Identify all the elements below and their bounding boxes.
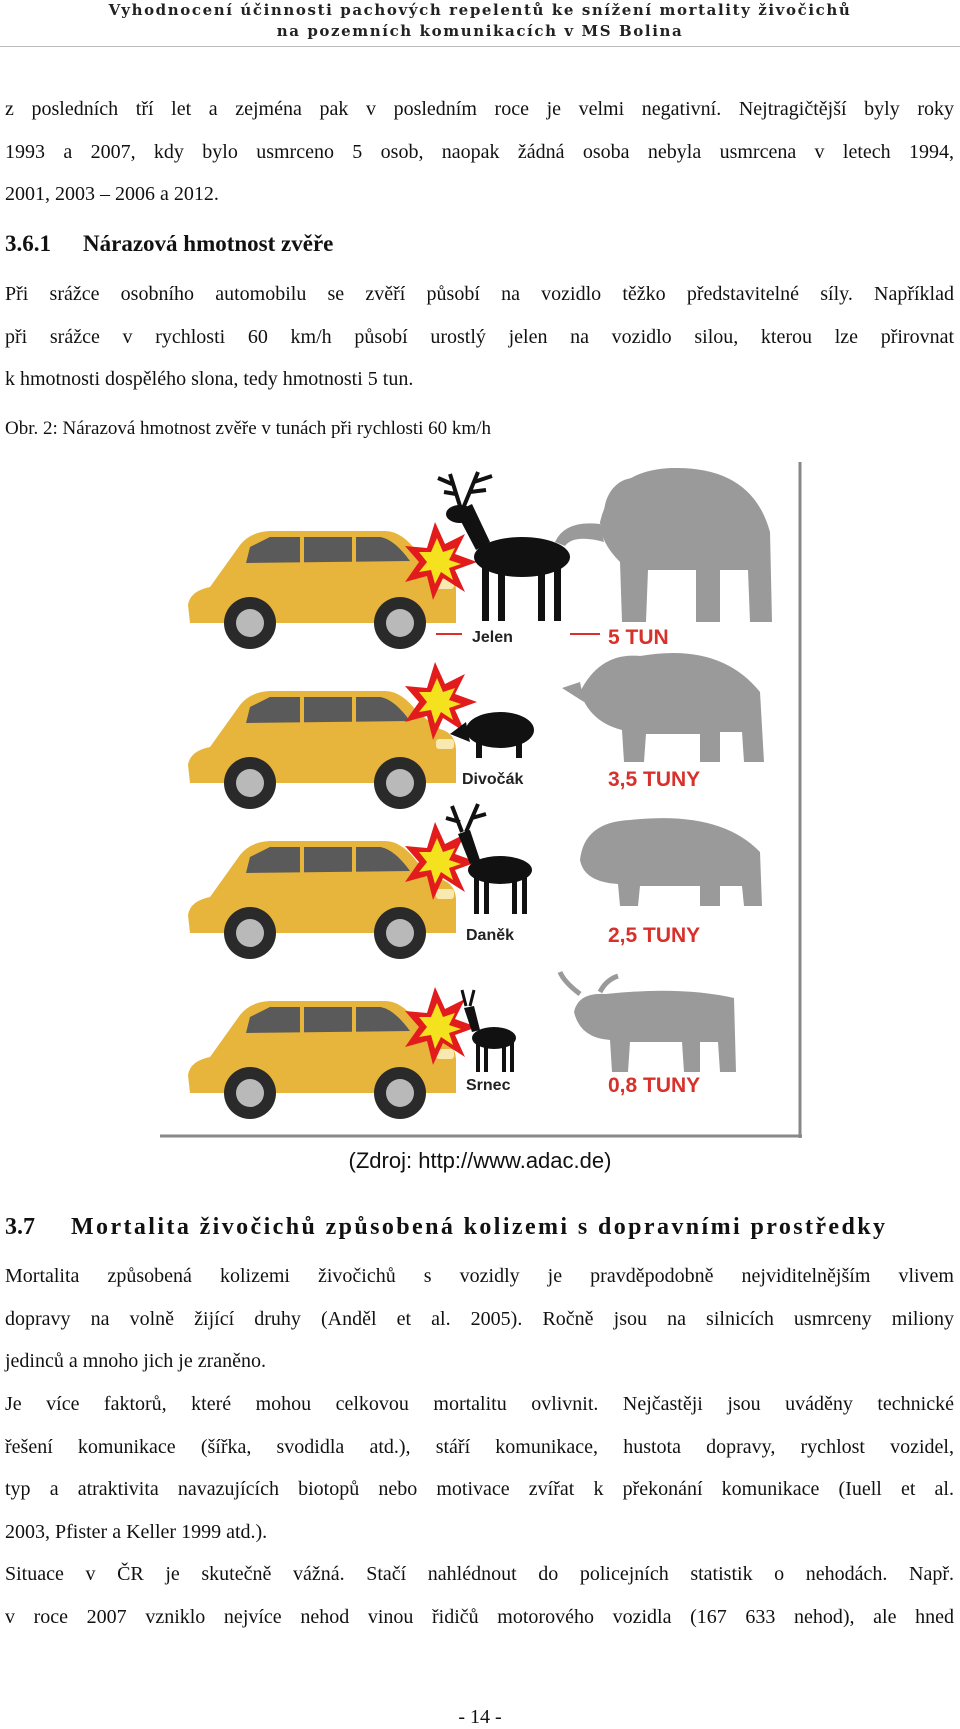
intro-paragraph: [5, 88, 954, 216]
boar-silhouette: [450, 712, 534, 758]
row-divocak: [188, 653, 764, 809]
animal-label-jelen: Jelen: [472, 629, 513, 646]
paragraph-line: 2003, Pfister a Keller 1999 atd.).: [5, 1520, 268, 1543]
section-heading-3-7: [5, 1214, 887, 1241]
figure-caption: Obr. 2: Nárazová hmotnost zvěře v tunách při rychlosti 60 km/h: [5, 418, 491, 439]
paragraph-line: k hmotnosti dospělého slona, tedy hmotnosti 5 tun.: [5, 368, 414, 390]
weight-label-danek: 2,5 TUNY: [608, 924, 701, 947]
header-rule: [0, 46, 960, 47]
animal-label-srnec: Srnec: [466, 1077, 511, 1094]
section-number: 3.7: [5, 1214, 35, 1240]
weight-label-jelen: 5 TUN: [608, 626, 669, 649]
paragraph-line: dopravy na volně žijící druhy (Anděl et al. 2005). Ročně jsou na silnicích usmrceny miliony: [5, 1307, 954, 1330]
row-jelen: [188, 468, 772, 649]
paragraph-line: v roce 2007 vzniklo nejvíce nehod vinou řidičů motorového vozidla (167 633 nehod), ale hned: [5, 1605, 954, 1628]
intro-line: 2001, 2003 – 2006 a 2012.: [5, 183, 219, 205]
figure-source: (Zdroj: http://www.adac.de): [348, 1148, 612, 1173]
paragraph-line: Je více faktorů, které mohou celkovou mortalitu ovlivnit. Nejčastěji jsou uváděny technické: [5, 1393, 954, 1415]
running-header: [0, 0, 960, 42]
section-3-7-paragraph-2: [5, 1383, 954, 1553]
paragraph-line: Mortalita způsobená kolizemi živočichů s vozidly je pravděpodobně nejviditelnějším vlivem: [5, 1265, 954, 1287]
intro-line: z posledních tří let a zejména pak v posledním roce je velmi negativní. Nejtragičtější byly roky: [5, 98, 954, 120]
section-3-6-1-paragraph: [5, 273, 954, 401]
page-number: - 14 -: [458, 1706, 502, 1728]
section-heading-3-6-1: [5, 231, 333, 257]
paragraph-line: typ a atraktivita navazujících biotopů nebo motivace zvířat k překonání komunikace (Iuell et al.: [5, 1478, 954, 1500]
section-number: 3.6.1: [5, 231, 51, 256]
section-3-7-paragraph-1: [5, 1255, 954, 1383]
impact-mass-illustration: [160, 462, 802, 1138]
section-3-7-paragraph-3: [5, 1553, 954, 1638]
row-srnec: [188, 972, 736, 1119]
paragraph-line: řešení komunikace (šířka, svodidla atd.), stáří komunikace, hustota dopravy, rychlost vozidel,: [5, 1435, 954, 1458]
running-header-line-2: na pozemních komunikacích v MS Bolina: [276, 22, 684, 40]
intro-line: 1993 a 2007, kdy bylo usmrceno 5 osob, naopak žádná osoba nebyla usmrcena v letech 1994,: [5, 140, 954, 163]
roe-deer-silhouette: [462, 990, 516, 1072]
impact-mass-figure: [160, 462, 802, 1138]
cow-silhouette: [560, 972, 736, 1072]
paragraph-line: jedinců a mnoho jich je zraněno.: [5, 1350, 267, 1372]
paragraph-line: Při srážce osobního automobilu se zvěří působí na vozidlo těžko představitelné síly. Například: [5, 283, 954, 305]
row-danek: [188, 804, 762, 959]
section-title: Nárazová hmotnost zvěře: [83, 231, 334, 256]
animal-label-danek: Daněk: [466, 927, 515, 944]
paragraph-line: při srážce v rychlosti 60 km/h působí urostlý jelen na vozidlo silou, kterou lze přirovnat: [5, 325, 954, 348]
paragraph-line: Situace v ČR je skutečně vážná. Stačí nahlédnout do policejních statistik o nehodách. Např.: [5, 1563, 954, 1585]
elephant-silhouette: [555, 468, 772, 622]
weight-label-srnec: 0,8 TUNY: [608, 1074, 701, 1097]
section-title: Mortalita živočichů způsobená kolizemi s dopravními prostředky: [71, 1214, 888, 1240]
weight-label-divocak: 3,5 TUNY: [608, 768, 701, 791]
hippo-silhouette: [580, 818, 762, 906]
rhino-silhouette: [562, 653, 764, 762]
animal-label-divocak: Divočák: [462, 771, 524, 788]
running-header-line-1: Vyhodnocení účinnosti pachových repelentů ke snížení mortality živočichů: [108, 1, 852, 19]
